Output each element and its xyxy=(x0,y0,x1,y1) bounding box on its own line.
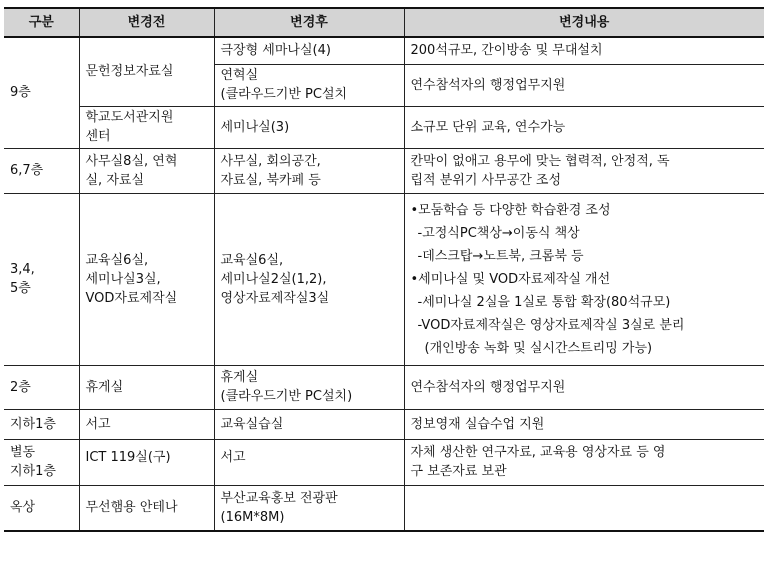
before-cell: ICT 119실(구) xyxy=(79,439,214,485)
change-bullet: •세미나실 및 VOD자료제작실 개선 xyxy=(410,271,611,287)
after-cell: 교육실습실 xyxy=(214,409,404,439)
change-subitem: (개인방송 녹화 및 실시간스트리밍 가능) xyxy=(424,340,653,356)
before-cell: 무선햄용 안테나 xyxy=(79,485,214,531)
after-cell: 사무실, 회의공간, 자료실, 북카페 등 xyxy=(214,148,404,193)
before-cell: 서고 xyxy=(79,409,214,439)
after-cell: 부산교육홍보 전광판 (16M*8M) xyxy=(214,485,404,531)
table-row xyxy=(4,37,764,64)
before-cell: 교육실6실, 세미나실3실, VOD자료제작실 xyxy=(79,193,214,365)
change-subitem: -세미나실 2실을 1실로 통합 확장(80석규모) xyxy=(417,294,671,310)
change-cell: 연수참석자의 행정업무지원 xyxy=(404,64,764,106)
change-cell: 연수참석자의 행정업무지원 xyxy=(404,365,764,409)
after-cell: 휴게실 (클라우드기반 PC설치) xyxy=(214,365,404,409)
floor-cell: 2층 xyxy=(4,365,79,409)
header-after: 변경후 xyxy=(214,8,404,37)
change-subitem: -데스크탑→노트북, 크롬북 등 xyxy=(417,248,584,264)
floor-change-table xyxy=(4,7,764,532)
table-row xyxy=(4,106,764,148)
floor-cell: 3,4, 5층 xyxy=(4,193,79,365)
header-category: 구분 xyxy=(4,8,79,37)
change-cell: 자체 생산한 연구자료, 교육용 영상자료 등 영 구 보존자료 보관 xyxy=(404,439,764,485)
after-cell: 극장형 세마나실(4) xyxy=(214,37,404,64)
floor-cell: 9층 xyxy=(4,37,79,148)
table-row xyxy=(4,439,764,485)
change-subitem: -고정식PC책상→이동식 책상 xyxy=(417,225,580,241)
change-cell: 소규모 단위 교육, 연수가능 xyxy=(404,106,764,148)
table-row xyxy=(4,148,764,193)
before-cell: 문헌정보자료실 xyxy=(79,37,214,106)
before-cell: 휴게실 xyxy=(79,365,214,409)
table-row xyxy=(4,365,764,409)
change-cell xyxy=(404,193,764,365)
before-cell: 사무실8실, 연혁 실, 자료실 xyxy=(79,148,214,193)
change-cell: 칸막이 없애고 용무에 맞는 협력적, 안정적, 독 립적 분위기 사무공간 조성 xyxy=(404,148,764,193)
after-cell: 서고 xyxy=(214,439,404,485)
change-bullet: •모둠학습 등 다양한 학습환경 조성 xyxy=(410,202,611,218)
header-before: 변경전 xyxy=(79,8,214,37)
change-cell: 200석규모, 간이방송 및 무대설치 xyxy=(404,37,764,64)
table-row xyxy=(4,193,764,365)
change-cell: 정보영재 실습수업 지원 xyxy=(404,409,764,439)
floor-cell: 6,7층 xyxy=(4,148,79,193)
header-row xyxy=(4,8,764,37)
change-subitem: -VOD자료제작실은 영상자료제작실 3실로 분리 xyxy=(417,317,685,333)
header-changes: 변경내용 xyxy=(404,8,764,37)
after-cell: 세미나실(3) xyxy=(214,106,404,148)
after-cell: 교육실6실, 세미나실2실(1,2), 영상자료제작실3실 xyxy=(214,193,404,365)
before-cell: 학교도서관지원 센터 xyxy=(79,106,214,148)
change-cell xyxy=(404,485,764,531)
floor-cell: 별동 지하1층 xyxy=(4,439,79,485)
floor-cell: 옥상 xyxy=(4,485,79,531)
table-row xyxy=(4,485,764,531)
after-cell: 연혁실 (클라우드기반 PC설치 xyxy=(214,64,404,106)
floor-cell: 지하1층 xyxy=(4,409,79,439)
table-row xyxy=(4,409,764,439)
